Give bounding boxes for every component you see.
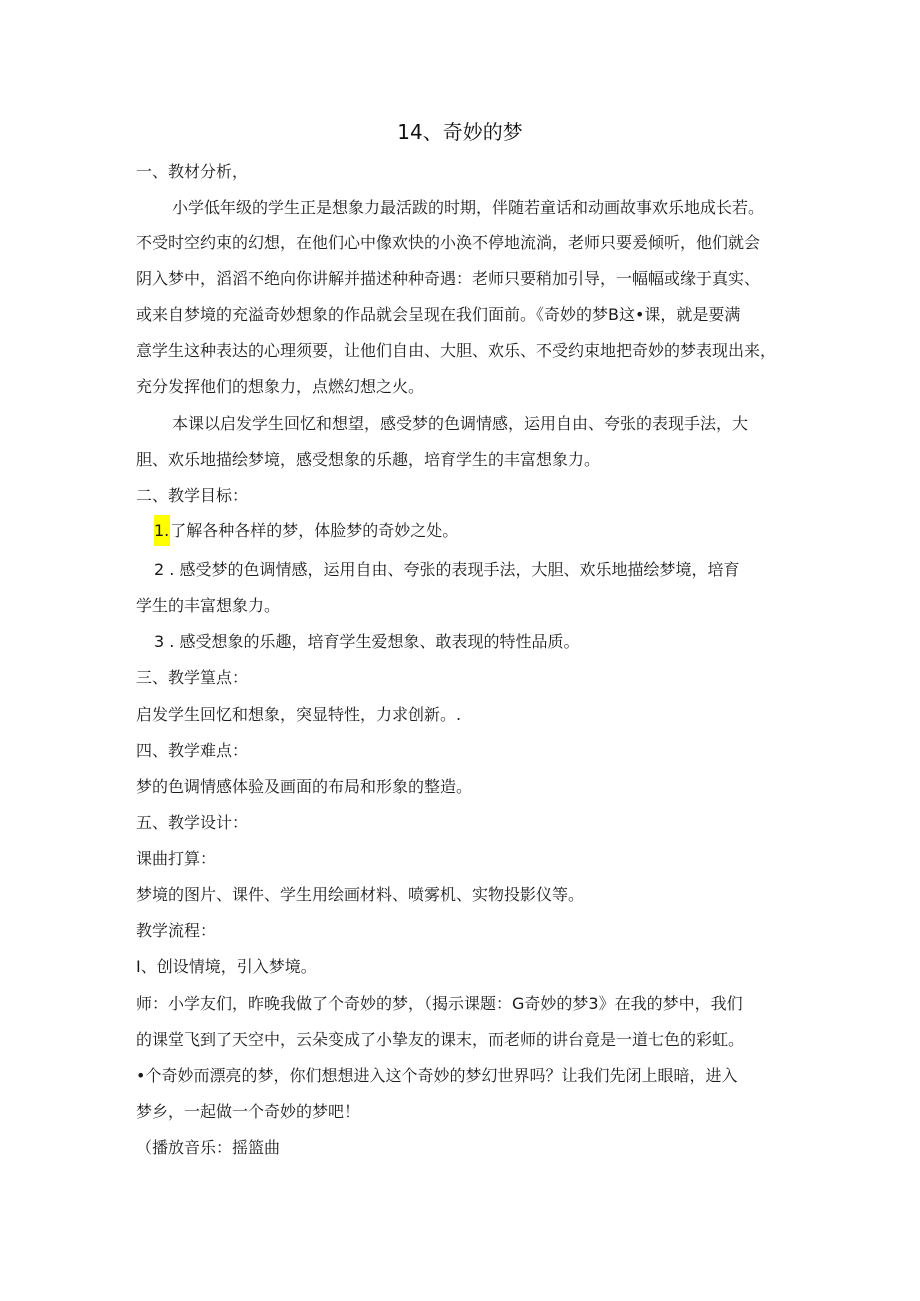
objective-item-3: 3 . 感受想象的乐趣，培育学生爱想象、敢表现的特性品质。 [154,632,580,651]
paragraph-line: •个奇妙而漂亮的梦，你们想想进入这个奇妙的梦幻世界吗？让我们先闭上眼暗，进入 [136,1066,738,1085]
section-heading-difficulties: 四、教学难点： [136,741,249,760]
paragraph-line: 课曲打算： [136,849,217,868]
section-heading-design: 五、教学设计： [136,813,249,832]
paragraph-line: 教学流程： [136,921,217,940]
section-heading-objectives: 二、教学目标： [136,486,249,505]
paragraph-line: 师：小学友们，昨晚我做了个奇妙的梦，（揭示课题：G奇妙的梦3》在我的梦中，我们 [136,994,743,1013]
paragraph-line: 意学生这种表达的心理须要，让他们自由、大胆、欢乐、不受约束地把奇妙的梦表现出来， [136,341,777,360]
page-title: 14、奇妙的梦 [397,120,523,144]
objective-item-2: 2 . 感受梦的色调情感，运用自由、夸张的表现手法，大胆、欢乐地描绘梦境，培育 [154,560,740,579]
paragraph-line: I、创设情境，引入梦境。 [136,957,317,976]
paragraph-line: 本课以启发学生回忆和想望，感受梦的色调情感，运用自由、夸张的表现手法，大 [172,414,749,433]
paragraph-line: 的课堂飞到了天空中，云朵变成了小挚友的课末，而老师的讲台竟是一道七色的彩虹。 [136,1030,745,1049]
paragraph-line: （播放音乐：摇篮曲 [136,1138,281,1157]
paragraph-line: 启发学生回忆和想象，突显特性，力求创新。. [136,705,462,724]
objective-item-1 [154,519,458,543]
paragraph-line: 或来自梦境的充溢奇妙想象的作品就会呈现在我们面前。《奇妙的梦B这•课，就是要满 [136,305,741,324]
paragraph-line: 梦乡，一起做一个奇妙的梦吧！ [136,1102,361,1121]
section-heading-analysis: 一、教材分析， [136,162,249,181]
paragraph-line: 胆、欢乐地描绘梦境，感受想象的乐趣，培育学生的丰富想象力。 [136,450,601,469]
paragraph-line: 梦境的图片、课件、学生用绘画材料、喷雾机、实物投影仪等。 [136,885,585,904]
paragraph-line: 学生的丰富想象力。 [136,596,281,615]
highlighted-number: 1. [154,515,170,546]
paragraph-line: 阴入梦中，滔滔不绝向你讲解并描述种种奇遇：老师只要稍加引导，一幅幅或缘于真实、 [136,269,761,288]
paragraph-line: 充分发挥他们的想象力，点燃幻想之火。 [136,377,425,396]
paragraph-line: 不受时空约束的幻想，在他们心中像欢快的小涣不停地流淌，老师只要爰倾听，他们就会 [136,233,761,252]
objective-text: 了解各种各样的梦，体脸梦的奇妙之处。 [170,521,459,540]
section-heading-keypoints: 三、教学篁点： [136,668,249,687]
paragraph-line: 梦的色调情感体验及画面的布局和形象的整造。 [136,777,473,796]
paragraph-line: 小学低年级的学生正是想象力最活跋的时期，伴随若童话和动画故事欢乐地成长若。 [172,198,765,217]
